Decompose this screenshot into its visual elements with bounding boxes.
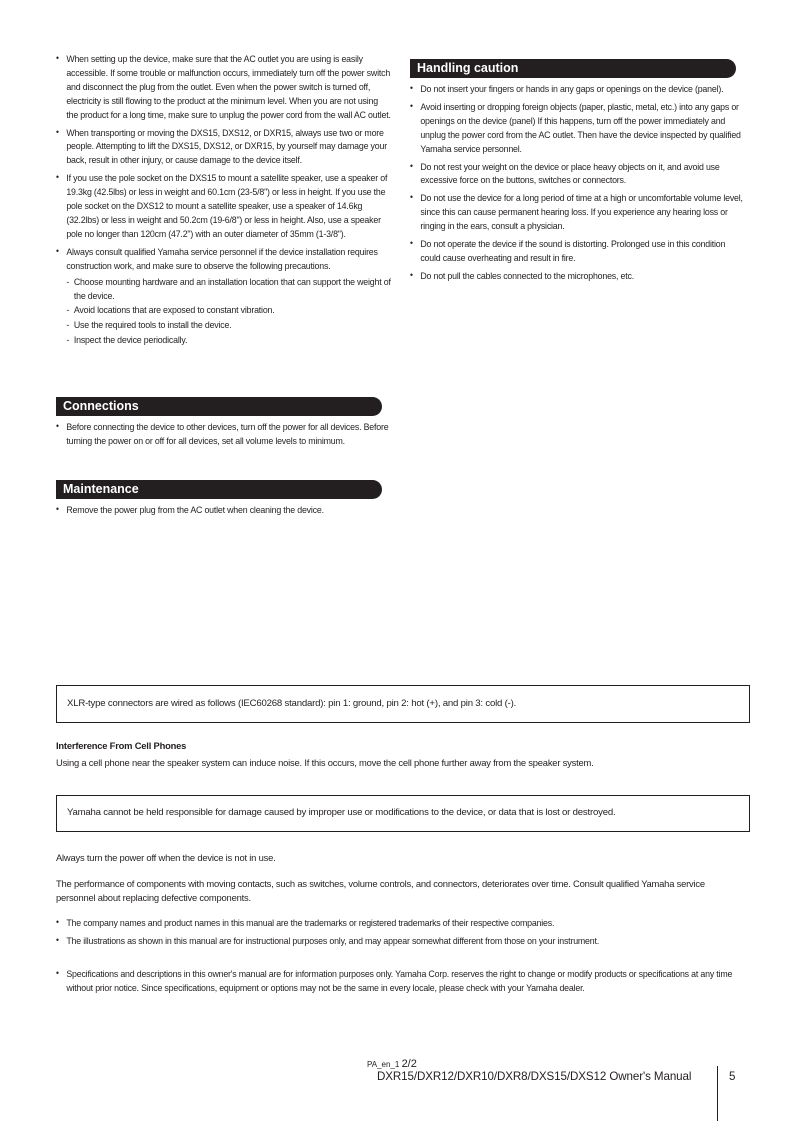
footer-divider xyxy=(717,1066,718,1121)
list-item: • Do not operate the device if the sound is distorting. Prolonged use in this condition could cause overheating and result in fire. xyxy=(410,237,747,265)
performance-note: The performance of components with moving contacts, such as switches, volume controls, and connectors, deteriorates over time. Consult qualified Yamaha service personnel about replacing defective components. xyxy=(56,878,705,903)
maintenance-section xyxy=(56,503,382,521)
list-item: • Specifications and descriptions in this owner's manual are for information purposes only. Yamaha Corp. reserves the right to change or modify products or specifications at any time without prior notice. Since specifications, equipment or options may not be the same in every locale, please check with your Yamaha dealer. xyxy=(56,967,744,995)
specs-list xyxy=(56,967,736,999)
page-number: 5 xyxy=(729,1070,736,1083)
disclaimer-box xyxy=(56,795,750,832)
list-item: • Do not pull the cables connected to the microphones, etc. xyxy=(410,269,747,283)
disclaimer-text: Yamaha cannot be held responsible for damage caused by improper use or modifications to the device, or data that is lost or destroyed. xyxy=(67,807,616,818)
handling-caution-heading: Handling caution xyxy=(410,59,736,78)
xlr-note-text: XLR-type connectors are wired as follows (IEC60268 standard): pin 1: ground, pin 2: hot (+), and pin 3: cold (-). xyxy=(67,698,517,709)
power-off-note: Always turn the power off when the device is not in use. xyxy=(56,852,276,863)
list-item: • The company names and product names in this manual are the trademarks or registered trademarks of their respective companies. xyxy=(56,916,744,930)
list-item: • Before connecting the device to other devices, turn off the power for all devices. Before turning the power on or off for all devices, set all volume levels to minimum. xyxy=(56,420,391,448)
list-item: • The illustrations as shown in this manual are for instructional purposes only, and may appear somewhat different from those on your instrument. xyxy=(56,934,744,948)
list-item-text: Always consult qualified Yamaha service personnel if the device installation requires construction work, and make sure to observe the following precautions. xyxy=(66,245,378,271)
sublist-item: - Avoid locations that are exposed to constant vibration. xyxy=(66,303,391,317)
interference-text: Using a cell phone near the speaker system can induce noise. If this occurs, move the cell phone further away from the speaker system. xyxy=(56,757,594,768)
sublist-item: - Use the required tools to install the device. xyxy=(66,318,391,332)
sublist-item: - Inspect the device periodically. xyxy=(66,333,391,347)
list-item xyxy=(56,245,391,347)
setup-precautions-list xyxy=(56,52,391,347)
list-item: • Do not insert your fingers or hands in any gaps or openings on the device (panel). xyxy=(410,82,747,96)
list-item: • Do not use the device for a long period of time at a high or uncomfortable volume level, since this can cause permanent hearing loss. If you experience any hearing loss or ringing in the ears, consult a physician. xyxy=(410,191,747,233)
footer-code xyxy=(367,1058,417,1070)
interference-heading: Interference From Cell Phones xyxy=(56,740,187,751)
list-item: • Do not rest your weight on the device or place heavy objects on it, and avoid use excessive force on the buttons, switches or connectors. xyxy=(410,160,747,188)
connections-list xyxy=(56,420,389,448)
footer-page-of: 2/2 xyxy=(401,1058,417,1070)
xlr-note-box xyxy=(56,685,750,723)
connections-heading: Connections xyxy=(56,397,382,416)
list-item: • Avoid inserting or dropping foreign objects (paper, plastic, metal, etc.) into any gaps or openings on the device (panel) If this happens, turn off the power immediately and unplug the power cord from the AC outlet. Then have the device inspected by qualified Yamaha service personnel. xyxy=(410,100,747,156)
footer-manual-title: DXR15/DXR12/DXR10/DXR8/DXS15/DXS12 Owner's Manual xyxy=(377,1070,692,1083)
list-item: • When setting up the device, make sure that the AC outlet you are using is easily accessible. If some trouble or malfunction occurs, immediately turn off the power switch and disconnect the plug from the outlet. Even when the power switch is turned off, electricity is still flowing to the product at the minimum level. When you are not using the product for a long time, make sure to unplug the power cord from the wall AC outlet. xyxy=(56,52,391,122)
sublist-item: - Choose mounting hardware and an installation location that can support the weight of the device. xyxy=(66,275,391,303)
connections-section xyxy=(56,420,389,452)
installation-sublist xyxy=(66,275,391,348)
maintenance-heading: Maintenance xyxy=(56,480,382,499)
footer-code-id: PA_en_1 xyxy=(367,1060,400,1069)
list-item: • Remove the power plug from the AC outlet when cleaning the device. xyxy=(56,503,391,517)
notes-list xyxy=(56,916,736,952)
handling-caution-list xyxy=(410,82,743,287)
list-item: • When transporting or moving the DXS15, DXS12, or DXR15, always use two or more people. Attempting to lift the DXS15, DXS12, or DXR15, by yourself may damage your back, result in other injury, or cause damage to the device itself. xyxy=(56,126,391,168)
maintenance-list xyxy=(56,503,382,517)
list-item: • If you use the pole socket on the DXS15 to mount a satellite speaker, use a speaker of 19.3kg (42.5lbs) or less in weight and 60.1cm (23-5/8") or less in height. If you use the pole socket on the DXS12 to mount a satellite speaker, use a speaker of 14.6kg (32.2lbs) or less in weight and 50.2cm (19-6/8") or less in height. Also, use a speaker pole no longer than 120cm (47.2") with an outer diameter of 35mm (1-3/8"). xyxy=(56,171,391,241)
left-column xyxy=(56,52,391,351)
